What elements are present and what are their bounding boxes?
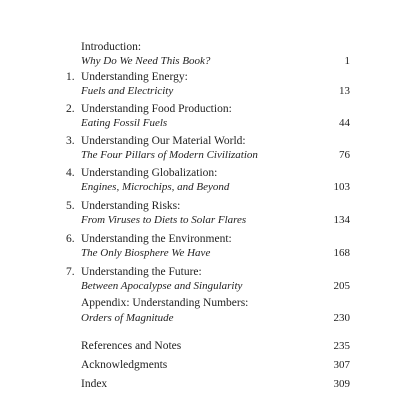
- toc-entry-subtitle: Why Do We Need This Book?: [81, 55, 211, 67]
- toc-entry-number: 3.: [66, 135, 75, 147]
- toc-entry-page-number: 168: [333, 247, 350, 259]
- toc-entry-page-number: 309: [333, 378, 350, 390]
- toc-entry-page-number: 103: [333, 181, 350, 193]
- toc-entry-subtitle: Eating Fossil Fuels: [81, 117, 168, 129]
- toc-entry-number: 7.: [66, 266, 75, 278]
- toc-entry-number: 2.: [66, 103, 75, 115]
- toc-entry-number: 5.: [66, 200, 75, 212]
- toc-entry-title: Understanding Globalization:: [81, 167, 218, 179]
- toc-entry-page-number: 76: [339, 149, 350, 161]
- toc-entry-title: Understanding Energy:: [81, 71, 188, 83]
- toc-entry-page-number: 235: [333, 340, 350, 352]
- toc-entry-number: 4.: [66, 167, 75, 179]
- toc-entry-subtitle: The Only Biosphere We Have: [81, 247, 211, 259]
- toc-entry-page-number: 13: [339, 85, 350, 97]
- toc-entry-title: Understanding Our Material World:: [81, 135, 246, 147]
- toc-entry-page-number: 205: [333, 280, 350, 292]
- toc-entry-title: References and Notes: [81, 340, 182, 352]
- toc-entry-title: Introduction:: [81, 41, 142, 53]
- toc-entry-subtitle: Between Apocalypse and Singularity: [81, 280, 243, 292]
- toc-entry-title: Appendix: Understanding Numbers:: [81, 297, 249, 309]
- toc-entry-title: Understanding the Environment:: [81, 233, 232, 245]
- toc-entry-number: 1.: [66, 71, 75, 83]
- toc-entry-subtitle: The Four Pillars of Modern Civilization: [81, 149, 258, 161]
- toc-entry-subtitle: From Viruses to Diets to Solar Flares: [81, 214, 247, 226]
- toc-entry-subtitle: Orders of Magnitude: [81, 312, 174, 324]
- toc-entry-page-number: 1: [344, 55, 350, 67]
- toc-entry-page-number: 44: [339, 117, 350, 129]
- toc-entry-page-number: 134: [333, 214, 350, 226]
- toc-entry-title: Understanding Risks:: [81, 200, 181, 212]
- toc-entry-page-number: 307: [333, 359, 350, 371]
- toc-entry-title: Acknowledgments: [81, 359, 168, 371]
- toc-entry-page-number: 230: [333, 312, 350, 324]
- toc-entry-title: Understanding Food Production:: [81, 103, 232, 115]
- toc-entry-title: Understanding the Future:: [81, 266, 202, 278]
- toc-entry-number: 6.: [66, 233, 75, 245]
- toc-entry-subtitle: Fuels and Electricity: [81, 85, 174, 97]
- toc-entry-title: Index: [81, 378, 108, 390]
- toc-entry-subtitle: Engines, Microchips, and Beyond: [81, 181, 230, 193]
